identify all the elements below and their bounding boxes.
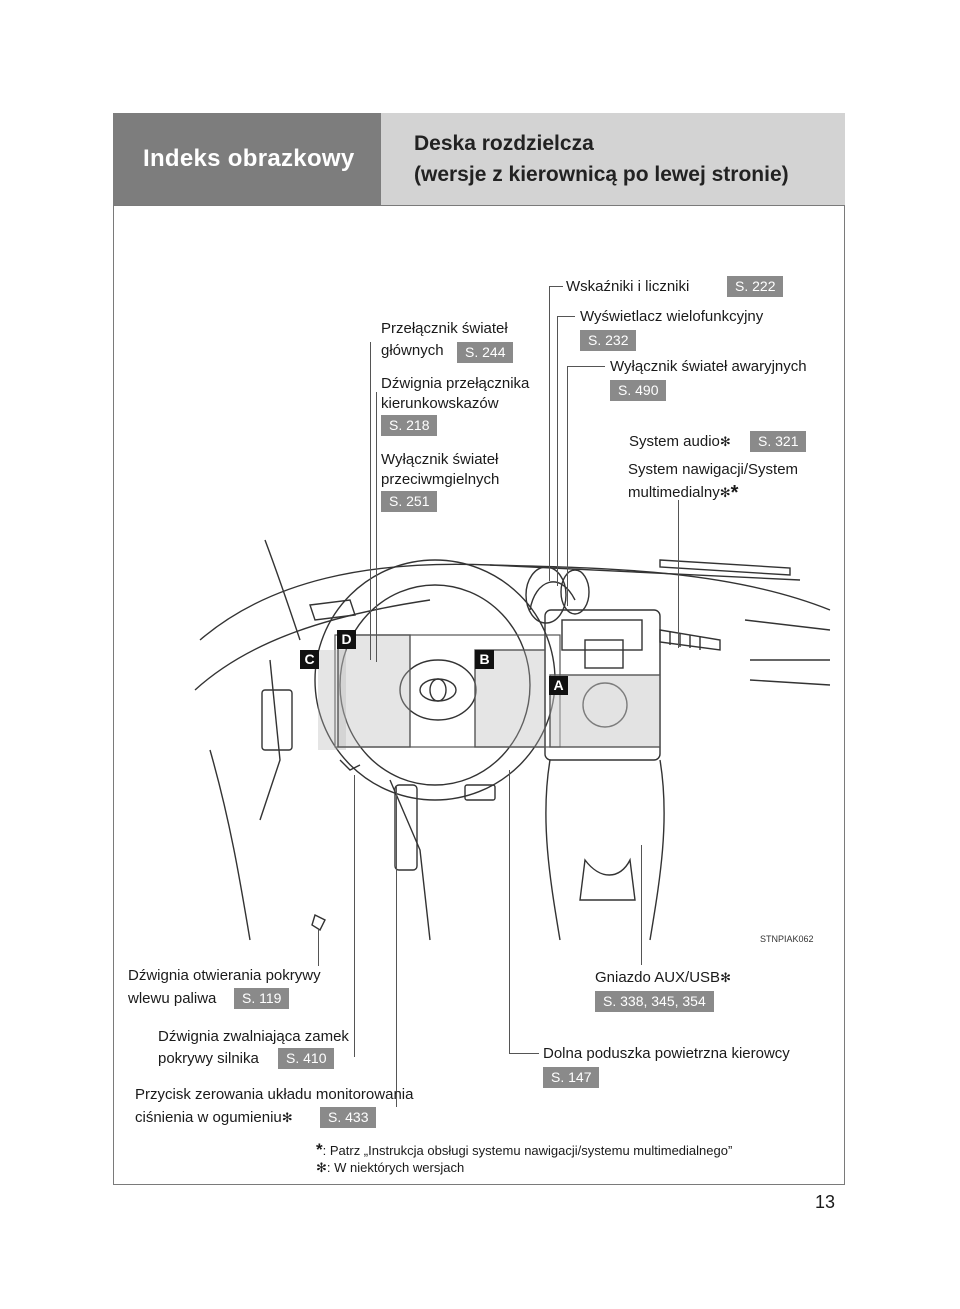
callout-c: C [300,650,319,669]
page-ref-headlight: S. 244 [457,342,513,363]
page-ref-turn: S. 218 [381,415,437,436]
section-title: Indeks obrazkowy [143,145,355,172]
page-ref-hazard: S. 490 [610,380,666,401]
label-fuel-2: wlewu paliwa [128,990,217,1007]
page-ref-audio: S. 321 [750,431,806,452]
label-nav-1: System nawigacji/System [628,461,799,478]
asterisk-icon: ✻ [281,1110,293,1125]
page-title [414,128,789,190]
label-hazard: Wyłącznik świateł awaryjnych [610,358,807,375]
star-icon: * [316,1140,323,1159]
footnote-2-text: : W niektórych wersjach [326,1160,465,1175]
page-ref-mfd: S. 232 [580,330,636,351]
asterisk-icon: ✻ [719,485,731,500]
leader-gauges-v [549,286,550,581]
label-headlight-2: głównych [381,342,444,359]
label-aux-text: Gniazdo AUX/USB [595,969,721,986]
label-aux [595,968,731,988]
page-title-line1: Deska rozdzielcza [414,132,594,155]
footnote-1 [316,1140,732,1160]
image-code: STNPIAK062 [760,934,814,944]
label-tpms-2-text: ciśnienia w ogumieniu [135,1109,282,1126]
page-number: 13 [815,1192,836,1212]
leader-fuel [318,930,319,966]
leader-airbag-v [509,770,510,1054]
header-divider [113,205,845,206]
page-ref-fog: S. 251 [381,491,437,512]
leader-hazard-v [567,366,568,606]
label-turn-2: kierunkowskazów [381,395,499,412]
callout-d: D [337,630,356,649]
asterisk-icon: ✻ [720,970,731,985]
leader-aux [641,845,642,965]
leader-gauges-h [549,286,563,287]
page-ref-aux: S. 338, 345, 354 [595,991,714,1012]
leader-mfd-h [557,316,575,317]
label-tpms-2 [135,1108,293,1128]
label-hood-1: Dźwignia zwalniająca zamek [158,1028,349,1045]
asterisk-icon: ✻ [316,1160,327,1175]
label-audio-text: System audio [629,433,720,450]
footnote-1-text: : Patrz „Instrukcja obsługi systemu nawigacji/systemu multimedialnego” [322,1143,733,1158]
asterisk-icon: ✻ [719,434,731,449]
leader-mfd-v [557,316,558,586]
label-turn-1: Dźwignia przełącznika [381,375,530,392]
leader-nav [678,500,679,648]
callout-a: A [549,676,568,695]
label-hood-2: pokrywy silnika [158,1050,259,1067]
label-tpms-1: Przycisk zerowania układu monitorowania [135,1086,414,1103]
leader-airbag-h [509,1053,539,1054]
label-audio [629,432,731,452]
page-ref-fuel: S. 119 [234,988,289,1009]
label-fuel-1: Dźwignia otwierania pokrywy [128,967,321,984]
label-fog-1: Wyłącznik świateł [381,451,499,468]
leader-hood [354,775,355,1057]
dashboard-illustration [190,520,840,950]
leader-hazard-h [567,366,605,367]
label-airbag: Dolna poduszka powietrzna kierowcy [543,1045,790,1062]
page-ref-airbag: S. 147 [543,1067,599,1088]
label-nav-2-text: multimedialny [628,484,720,501]
page-title-line2: (wersje z kierownicą po lewej stronie) [414,163,789,186]
page-ref-gauges: S. 222 [727,276,783,297]
label-headlight-1: Przełącznik świateł [381,320,508,337]
label-fog-2: przeciwmgielnych [381,471,500,488]
page-ref-tpms: S. 433 [320,1107,376,1128]
page-ref-hood: S. 410 [278,1048,334,1069]
footnote-2 [316,1160,464,1176]
leader-tpms [396,785,397,1107]
leader-turn [376,392,377,662]
callout-b: B [475,650,494,669]
leader-headlight [370,342,371,660]
star-icon: * [730,482,739,504]
label-gauges: Wskaźniki i liczniki [566,278,690,295]
label-nav-2 [628,483,738,503]
label-mfd: Wyświetlacz wielofunkcyjny [580,308,764,325]
